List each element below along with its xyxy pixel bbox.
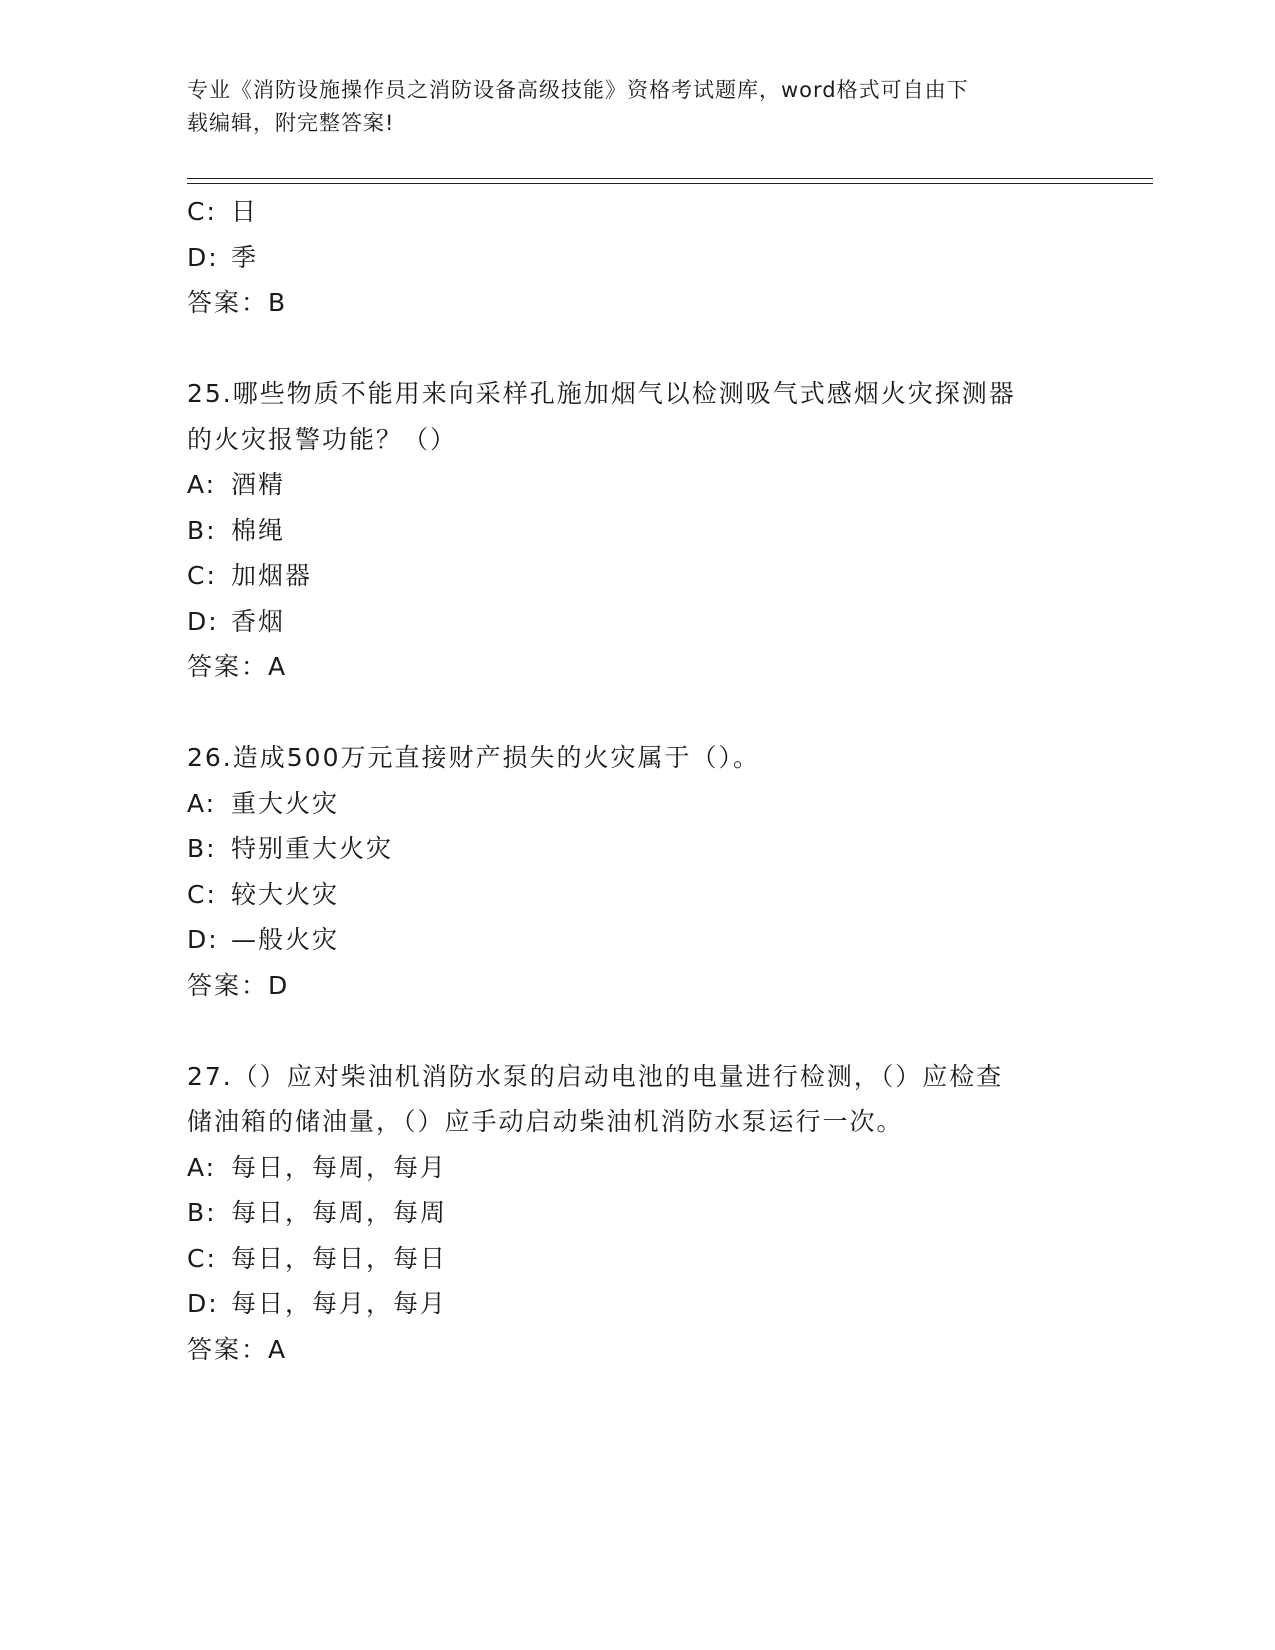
document-header — [187, 74, 1067, 140]
option-key: C: — [187, 561, 217, 590]
option-d — [187, 235, 1087, 281]
option-b — [187, 508, 1087, 554]
answer-line: 答案：A — [187, 1334, 288, 1364]
option-a — [187, 462, 1087, 508]
option-key: D: — [187, 1289, 219, 1318]
option-key: B: — [187, 1198, 217, 1227]
question-26 — [187, 735, 1087, 1008]
option-b — [187, 826, 1087, 872]
option-c — [187, 553, 1087, 599]
option-text: 较大火灾 — [231, 879, 340, 909]
spacer — [187, 326, 1087, 372]
option-key: D: — [187, 242, 219, 272]
question-text-line-1: 25.哪些物质不能用来向采样孔施加烟气以检测吸气式感烟火灾探测器 — [187, 379, 1016, 408]
option-text: 每日，每周，每月 — [231, 1152, 448, 1182]
option-d — [187, 599, 1087, 645]
question-25 — [187, 371, 1087, 690]
option-d — [187, 917, 1087, 963]
option-a — [187, 1145, 1087, 1191]
option-text: 每日，每周，每周 — [231, 1198, 448, 1227]
spacer — [187, 1008, 1087, 1054]
option-key: D: — [187, 925, 219, 954]
option-text: 季 — [231, 242, 259, 272]
answer-line: 答案：B — [187, 288, 288, 317]
header-line-2: 载编辑，附完整答案! — [187, 111, 395, 135]
option-key: C: — [187, 197, 217, 226]
option-text: 香烟 — [231, 606, 286, 636]
option-text: 每日，每日，每日 — [231, 1243, 448, 1273]
option-key: C: — [187, 1243, 217, 1273]
question-text-line-1: 26.造成500万元直接财产损失的火灾属于（）。 — [187, 743, 760, 772]
question-list — [187, 189, 1087, 1372]
option-c — [187, 1236, 1087, 1282]
option-text: 棉绳 — [231, 515, 286, 545]
option-key: A: — [187, 1152, 217, 1182]
question-text-line-2: 的火灾报警功能？（） — [187, 424, 458, 454]
option-key: A: — [187, 788, 217, 818]
option-text: 特别重大火灾 — [231, 834, 394, 863]
option-c — [187, 189, 1087, 235]
option-text: 酒精 — [231, 470, 286, 499]
header-divider-top — [187, 178, 1153, 179]
option-key: A: — [187, 470, 217, 499]
spacer — [187, 690, 1087, 736]
option-b — [187, 1190, 1087, 1236]
option-text: 加烟器 — [231, 561, 313, 590]
option-d — [187, 1281, 1087, 1327]
option-text: —般火灾 — [231, 925, 340, 954]
option-a — [187, 781, 1087, 827]
option-key: D: — [187, 606, 219, 636]
answer-line: 答案：A — [187, 652, 288, 681]
question-text-line-2: 储油箱的储油量，（）应手动启动柴油机消防水泵运行一次。 — [187, 1107, 904, 1136]
question-text-line-1: 27.（）应对柴油机消防水泵的启动电池的电量进行检测，（）应检查 — [187, 1061, 1004, 1091]
option-text: 重大火灾 — [231, 788, 340, 818]
question-27 — [187, 1054, 1087, 1373]
option-key: B: — [187, 834, 217, 863]
option-text: 日 — [231, 197, 259, 226]
header-divider-bottom — [187, 183, 1153, 184]
partial-question — [187, 189, 1087, 326]
option-key: C: — [187, 879, 217, 909]
option-c — [187, 872, 1087, 918]
option-key: B: — [187, 515, 217, 545]
option-text: 每日，每月，每月 — [231, 1289, 448, 1318]
header-line-1: 专业《消防设施操作员之消防设备高级技能》资格考试题库，word格式可自由下 — [187, 78, 969, 102]
answer-line: 答案：D — [187, 970, 290, 1000]
